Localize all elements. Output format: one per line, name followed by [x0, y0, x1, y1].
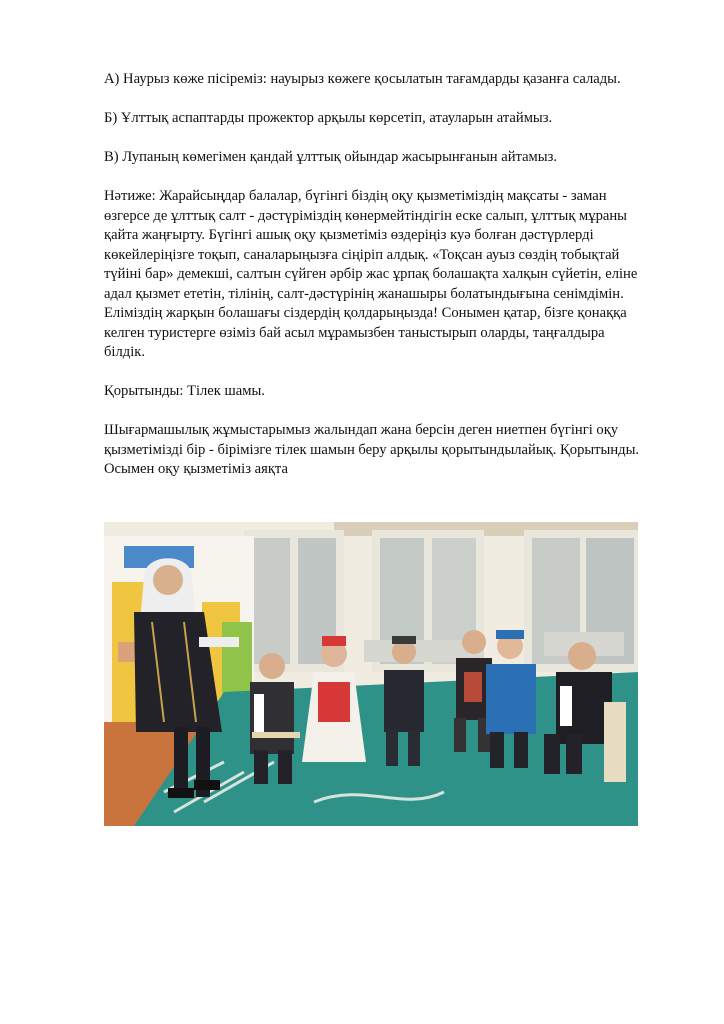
paragraph-item-a: А) Наурыз көже пісіреміз: науырыз көжеге қосылатын тағамдарды қазанға салады. — [104, 71, 621, 87]
document-text — [104, 70, 644, 499]
paragraph-item-b: Б) Ұлттық аспаптарды прожектор арқылы көрсетіп, атауларын атаймыз. — [104, 110, 553, 126]
paragraph-conclusion: Шығармашылық жұмыстарымыз жалындап жана берсін деген ниетпен бүгінгі оқу қызметімізді бір - бірімізге тілек шамын беру арқылы қорытындылайық. Қорытынды. Осымен оқу қызметіміз аяқта — [104, 422, 640, 477]
paragraph-conclusion-heading: Қорытынды: Тілек шамы. — [104, 383, 265, 399]
paragraph-result: Нәтиже: Жарайсыңдар балалар, бүгінгі біздің оқу қызметіміздің мақсаты - заман өзгерсе де ұлттық салт - дәстүріміздің көнермейтіндігін еске салып, ұлттық мұраны қайта жаңғырту. Бүгінгі ашық оқу қызметіміз өздеріңіз куә болған дәстүрлерді көкейлеріңізге тоқып, саналарыңызға сіңіріп алдық. «Тоқсан ауыз сөздің тобықтай түйіні бар» демекші, салтын сүйген әрбір жас ұрпақ болашақта халқын сүйетін, еліне адал қызмет ететін, тілінің, салт-дәстүрінің жанашыры болатындығына сенімдімін. Еліміздің жарқын болашағы сіздердің қолдарыңызда! Сонымен қатар, бізге қонаққа келген туристерге өзіміз бай асыл мұрамызбен таныстырып оларды, таңғалдыра білдік. — [104, 188, 638, 360]
paragraph-item-v: В) Лупаның көмегімен қандай ұлттық ойындар жасырынғанын айтамыз. — [104, 149, 557, 165]
classroom-photo — [104, 522, 638, 826]
